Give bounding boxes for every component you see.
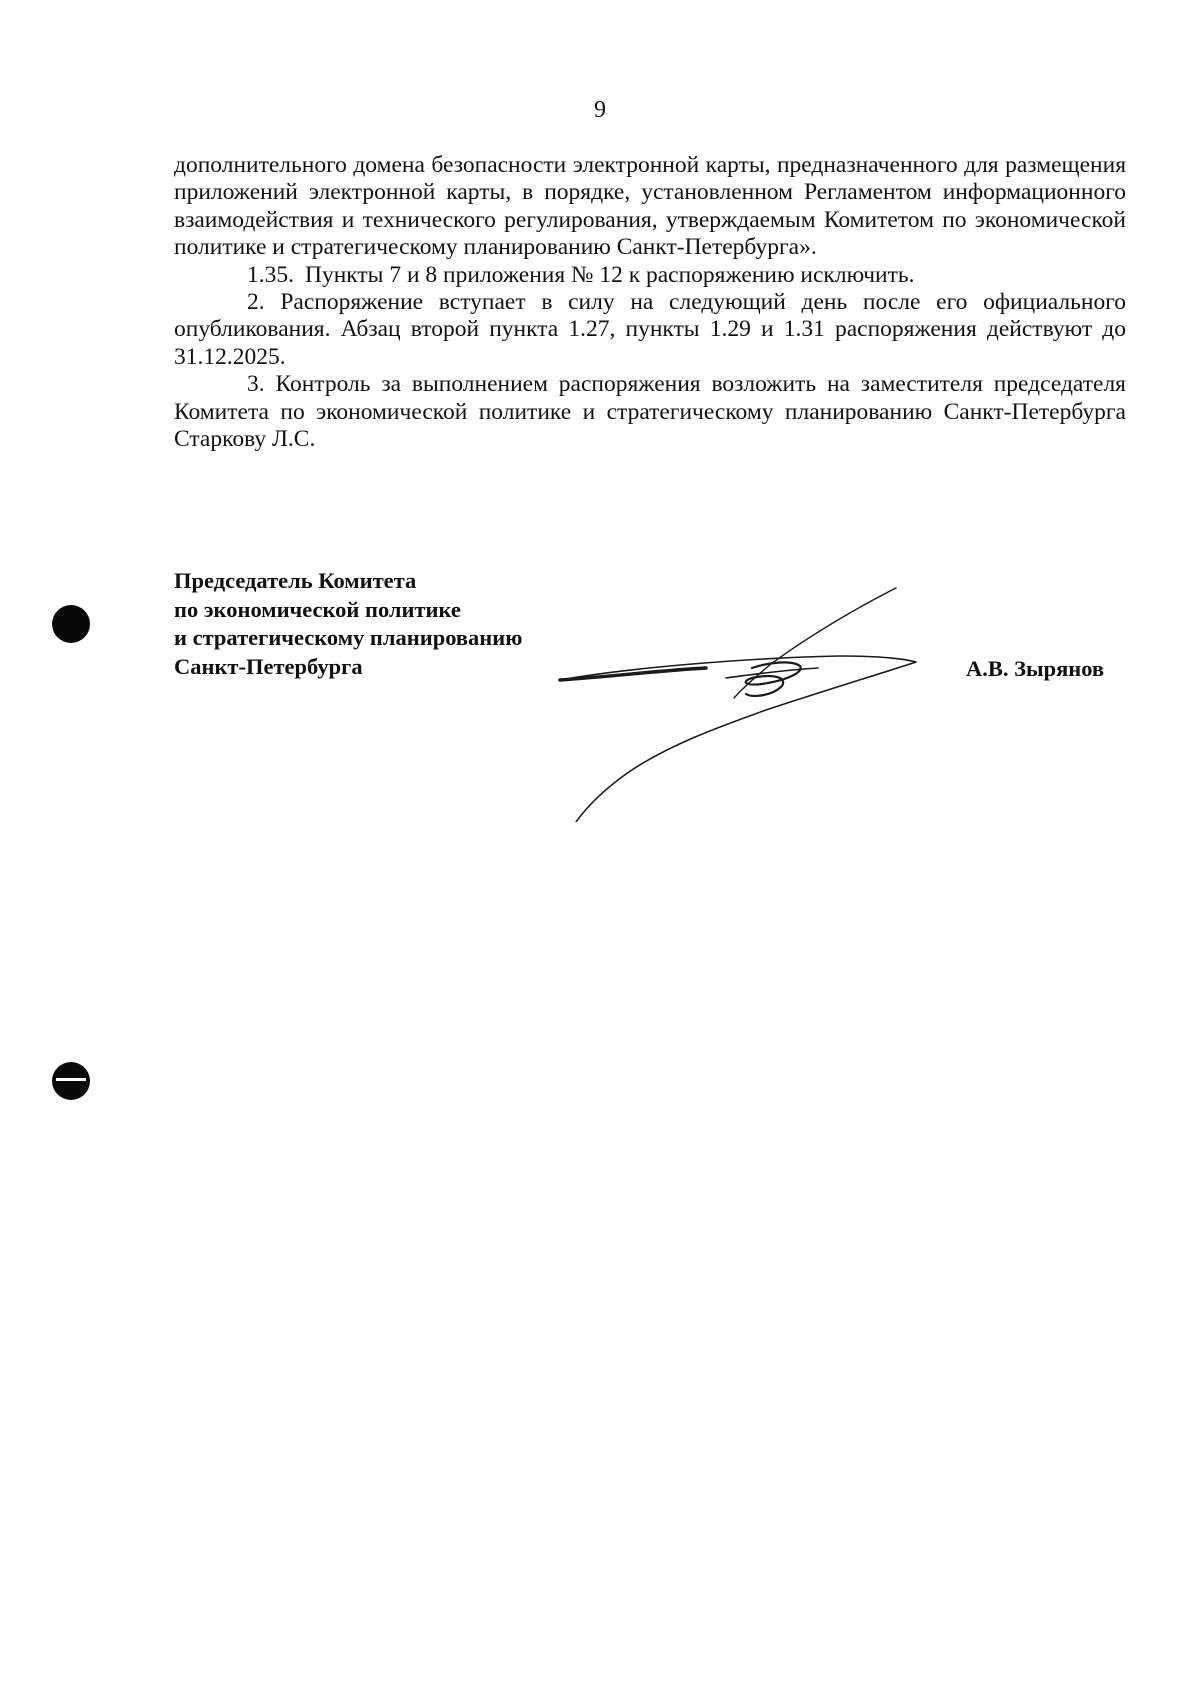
paragraph-3: 3. Контроль за выполнением распоряжения возложить на заместителя председателя Комитета по экономической политике и стратегическому планированию Санкт-Петербурга Старкову Л.С. <box>174 371 1126 453</box>
paragraph-text: Пункты 7 и 8 приложения № 12 к распоряжению исключить. <box>305 261 915 288</box>
signature-block <box>174 567 522 681</box>
signatory-title-line: Санкт-Петербурга <box>174 653 363 679</box>
punch-hole <box>52 605 90 643</box>
paragraph-continuation: дополнительного домена безопасности электронной карты, предназначенного для размещения приложений электронной карты, в порядке, установленном Регламентом информационного взаимодействия и технического регулирования, утверждаемым Комитетом по экономической политике и стратегическому планированию Санкт-Петербурга». <box>174 152 1126 261</box>
signatory-title-line: и стратегическому планированию <box>174 625 523 650</box>
paragraph-number: 1.35. <box>247 261 294 288</box>
document-body <box>174 152 1126 453</box>
signatory-title-line: по экономической политике <box>174 596 461 622</box>
paragraph-2: 2. Распоряжение вступает в силу на следующий день после его официального опубликования. Абзац второй пункта 1.27, пункты 1.29 и 1.31 распоряжения действуют до 31.12.2025. <box>174 289 1126 370</box>
page-number: 9 <box>594 97 606 123</box>
paragraph-1-35 <box>174 262 1126 289</box>
punch-hole <box>52 1062 90 1100</box>
handwritten-signature <box>556 586 936 822</box>
signatory-title-line: Председатель Комитета <box>174 568 417 593</box>
signatory-name: А.В. Зырянов <box>966 656 1105 681</box>
